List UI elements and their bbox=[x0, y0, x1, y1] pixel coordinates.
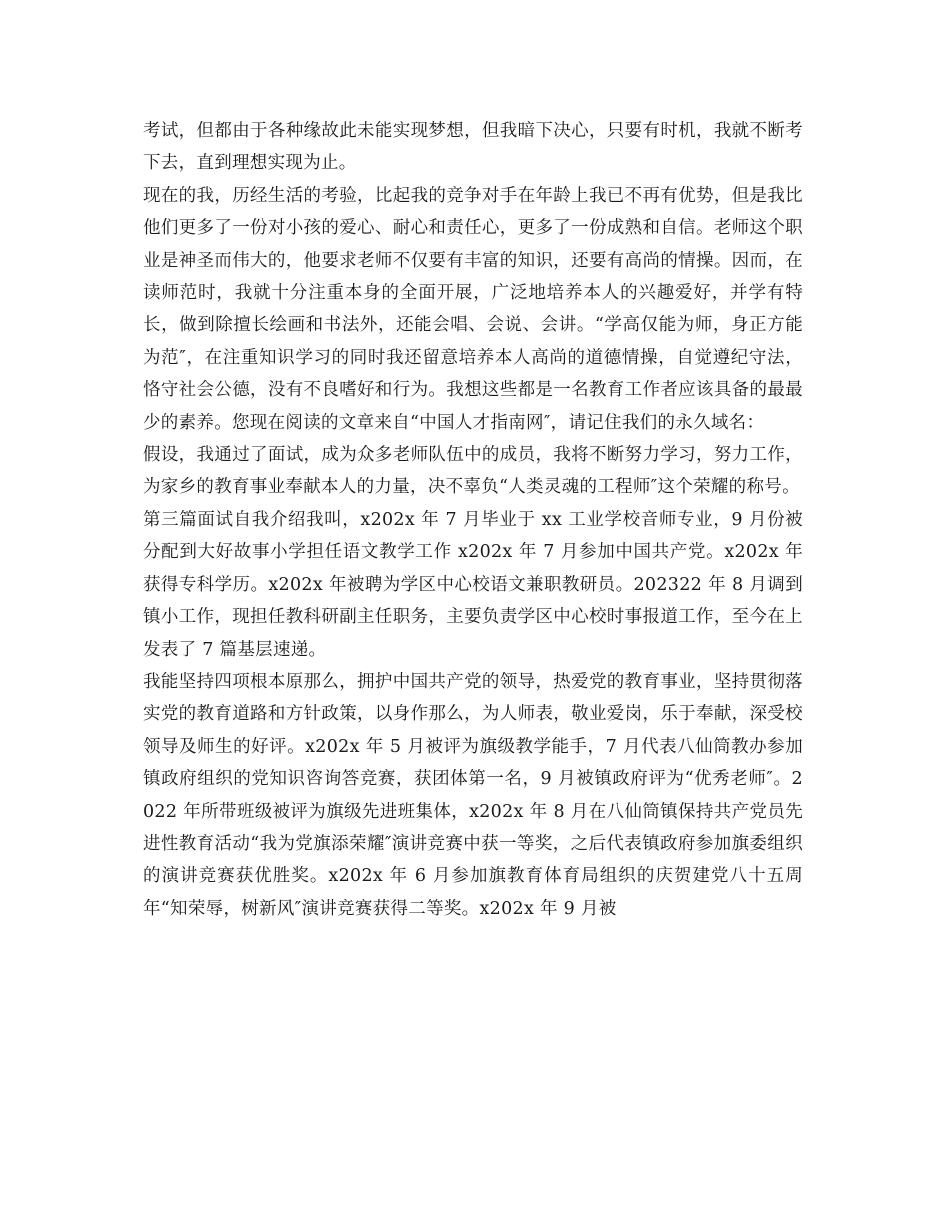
paragraph-5: 我能坚持四项根本原那么，拥护中国共产党的领导，热爱党的教育事业，坚持贯彻落实党的教育道路和方针政策，以身作那么，为人师表，敬业爱岗，乐于奉献，深受校领导及师生的好评。x202x 年 5 月被评为旗级教学能手，7 月代表八仙筒教办参加镇政府组织的党知识咨询答竞赛，获团体第一名，9 月被镇政府评为“优秀老师″。2022 年所带班级被评为旗级先进班集体，x202x 年 8 月在八仙筒镇保持共产党员先进性教育活动“我为党旗添荣耀″演讲竞赛中获一等奖，之后代表镇政府参加旗委组织的演讲竞赛获优胜奖。x202x 年 6 月参加旗教育体育局组织的庆贺建党八十五周年“知荣辱，树新风″演讲竞赛获得二等奖。x202x 年 9 月被 bbox=[143, 671, 803, 919]
document-body bbox=[143, 115, 803, 925]
paragraph-2: 现在的我，历经生活的考验，比起我的竞争对手在年龄上我已不再有优势，但是我比他们更多了一份对小孩的爱心、耐心和责任心，更多了一份成熟和自信。老师这个职业是神圣而伟大的，他要求老师不仅要有丰富的知识，还要有高尚的情操。因而，在读师范时，我就十分注重本身的全面开展，广泛地培养本人的兴趣爱好，并学有特长，做到除擅长绘画和书法外，还能会唱、会说、会讲。“学高仅能为师，身正方能为范″，在注重知识学习的同时我还留意培养本人高尚的道德情操，自觉遵纪守法，恪守社会公德，没有不良嗜好和行为。我想这些都是一名教育工作者应该具备的最最少的素养。您现在阅读的文章来自“中国人才指南网″，请记住我们的永久域名： bbox=[143, 185, 803, 433]
paragraph-4: 第三篇面试自我介绍我叫，x202x 年 7 月毕业于 xx 工业学校音师专业，9 月份被分配到大好故事小学担任语文教学工作 x202x 年 7 月参加中国共产党。x202x 年获得专科学历。x202x 年被聘为学区中心校语文兼职教研员。202322 年 8 月调到镇小工作，现担任教科研副主任职务，主要负责学区中心校时事报道工作，至今在上发表了 7 篇基层速递。 bbox=[143, 509, 803, 660]
paragraph-3: 假设，我通过了面试，成为众多老师队伍中的成员，我将不断努力学习，努力工作，为家乡的教育事业奉献本人的力量，决不辜负“人类灵魂的工程师″这个荣耀的称号。 bbox=[143, 445, 803, 498]
paragraph-1: 考试，但都由于各种缘故此未能实现梦想，但我暗下决心，只要有时机，我就不断考下去，直到理想实现为止。 bbox=[143, 121, 803, 174]
